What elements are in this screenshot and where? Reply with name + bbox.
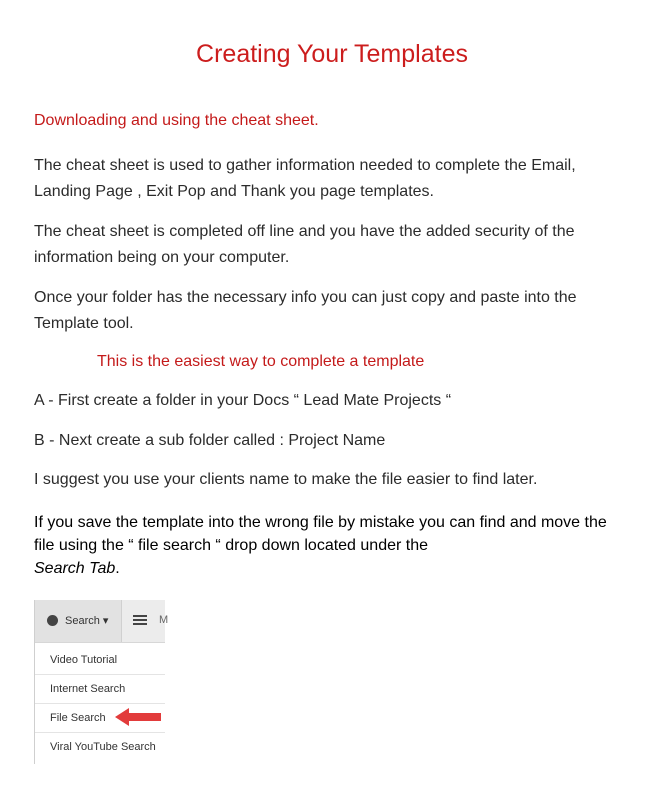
list-icon[interactable] bbox=[133, 615, 147, 626]
menu-item-label: File Search bbox=[50, 712, 106, 724]
paragraph-offline-security: The cheat sheet is completed off line and you have the added security of the information being on your computer. bbox=[34, 223, 575, 266]
final-text: If you save the template into the wrong file by mistake you can find and move the file using the “ file search “ drop down located under the bbox=[34, 514, 607, 554]
highlight-note: This is the easiest way to complete a template bbox=[97, 353, 425, 370]
search-menu-screenshot bbox=[34, 600, 169, 764]
search-tab[interactable] bbox=[35, 600, 122, 642]
step-b: B - Next create a sub folder called : Project Name bbox=[34, 432, 386, 449]
menu-item-viral-youtube-search[interactable] bbox=[35, 733, 165, 761]
menu-item-label: Video Tutorial bbox=[50, 654, 118, 666]
screenshot-toolbar bbox=[35, 600, 169, 643]
final-end: . bbox=[115, 560, 120, 577]
menu-item-label: Viral YouTube Search bbox=[50, 741, 156, 753]
final-paragraph bbox=[34, 511, 624, 580]
next-tab-label: M bbox=[159, 614, 169, 626]
paragraph-cheat-sheet-purpose: The cheat sheet is used to gather information needed to complete the Email, Landing Page , Exit Pop and Thank you page templates. bbox=[34, 157, 576, 200]
globe-icon bbox=[47, 615, 58, 626]
page-title: Creating Your Templates bbox=[196, 40, 468, 68]
arrow-icon bbox=[113, 706, 163, 728]
menu-item-label: Internet Search bbox=[50, 683, 126, 695]
step-a: A - First create a folder in your Docs “ Lead Mate Projects “ bbox=[34, 392, 452, 409]
menu-item-video-tutorial[interactable] bbox=[35, 646, 165, 675]
search-tab-label: Search ▾ bbox=[65, 615, 109, 627]
menu-item-internet-search[interactable] bbox=[35, 675, 165, 704]
search-tab-emphasis: Search Tab bbox=[34, 560, 116, 577]
section-subheading: Downloading and using the cheat sheet. bbox=[34, 112, 319, 129]
paragraph-copy-paste: Once your folder has the necessary info you can just copy and paste into the Template tool. bbox=[34, 289, 577, 332]
tip-text: I suggest you use your clients name to make the file easier to find later. bbox=[34, 471, 538, 488]
